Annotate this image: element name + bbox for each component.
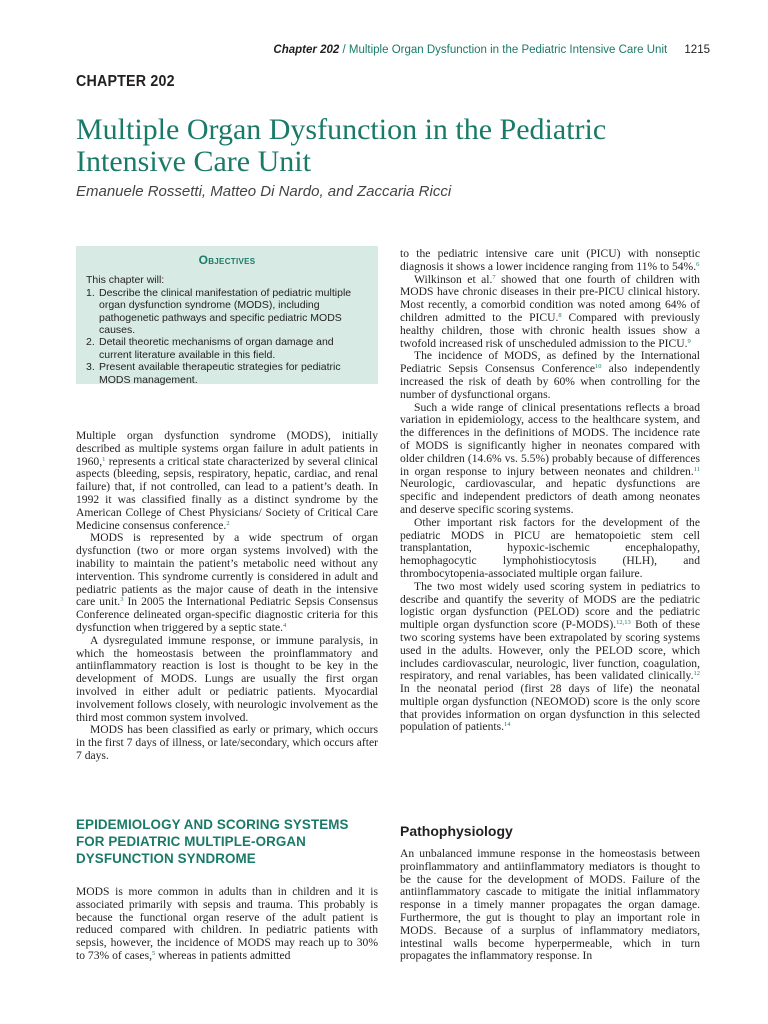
section-heading-pathophysiology: Pathophysiology [400, 823, 513, 839]
paragraph: An unbalanced immune response in the homeostasis between proinflammatory and antiinflammatory mediators is thought to be the cause for the development of MODS. Failure of the antiinflammatory cascade to mitigate the initial inflammatory response in a timely manner propagates the organ damage. Furthermore, the gut is thought to play an important role in MODS. Because of a surplus of inflammatory mediators, intestinal walls become hyperpermeable, which in turn propagates the inflammatory response. In [400, 847, 700, 963]
page-number: 1215 [684, 44, 710, 56]
citation[interactable]: 10 [595, 363, 602, 371]
objectives-box [76, 246, 378, 384]
paragraph [76, 532, 378, 634]
text-run: whereas in patients admitted [155, 948, 291, 962]
text-run: The incidence of MODS, as defined by the International Pediatric Sepsis Consensus Conference [400, 349, 700, 376]
text-run: In the neonatal period (first 28 days of life) the neonatal multiple organ dysfunction (NEOMOD) score is the only score that provides information on organ dysfunction in this selected population of patients. [400, 682, 700, 734]
paragraph [400, 274, 700, 351]
paragraph [400, 248, 700, 274]
text-run: represents a critical state characterized by several clinical aspects (bleeding, sepsis, respiratory, hepatic, cardiac, and renal failure) that, if not controlled, can lead to a patient’s death. In 1992 it was classified finally as a distinct syndrome by the American College of Chest Physicians/ Society of Critical Care Medicine consensus conference. [76, 454, 378, 532]
text-run: Multiple organ dysfunction syndrome (MODS), initially described as multiple systems organ failure in adult patients in 1960, [76, 429, 378, 468]
text-run: also independently increased the risk of death by 60% when controlling for the number of dysfunctional organs. [400, 362, 700, 401]
right-column-pathophysiology [400, 848, 700, 963]
citation[interactable]: 5 [151, 949, 156, 957]
paragraph [400, 402, 700, 517]
left-column-epidemiology [76, 886, 378, 963]
objective-item [86, 287, 368, 337]
citation[interactable]: 1 [102, 455, 106, 463]
paragraph [76, 430, 378, 532]
chapter-title: Multiple Organ Dysfunction in the Pediatric Intensive Care Unit [76, 113, 607, 178]
chapter-label: CHAPTER 202 [76, 73, 175, 90]
text-run: Compared with previously healthy children, those with chronic health issues show a twofold increased risk of unscheduled admission to the PICU. [400, 310, 700, 350]
citation[interactable]: 9 [687, 337, 691, 345]
objectives-list [86, 287, 368, 386]
running-head-separator: / [342, 44, 346, 56]
text-run: Neurologic, cardiovascular, and hepatic dysfunctions are specific and independent predictors of death among neonates and deserve specific scoring systems. [400, 477, 700, 516]
running-head [250, 44, 710, 56]
text-run: MODS is more common in adults than in children and it is associated primarily with sepsis and trauma. This probably is because the functional organ reserve of the adult patient is reduced compared with children. In pediatric patients with sepsis, however, the incidence of MODS may reach up to 30% to 73% of cases, [76, 885, 378, 962]
right-column-body [400, 248, 700, 734]
text-run: In 2005 the International Pediatric Sepsis Consensus Conference delineated organ-specific diagnostic criteria for this dysfunction when triggered by a septic state. [76, 595, 378, 634]
text-run: Wilkinson et al. [414, 272, 493, 286]
text-run: MODS is represented by a wide spectrum of organ dysfunction (two or more organ systems involved) with the inability to maintain the patient’s metabolic need without any intervention. This syndrome currently is considered in adult and pediatric patients as the major cause of death in the intensive care unit. [76, 531, 378, 609]
running-head-chapter: Chapter 202 [273, 44, 340, 56]
objective-item [86, 361, 368, 386]
section-heading-epidemiology: EPIDEMIOLOGY AND SCORING SYSTEMS FOR PEDIATRIC MULTIPLE-ORGAN DYSFUNCTION SYNDROME [76, 817, 349, 866]
paragraph [400, 350, 700, 401]
citation[interactable]: 8 [558, 311, 562, 319]
objective-item [86, 336, 368, 361]
citation[interactable]: 14 [504, 721, 511, 729]
citation[interactable]: 11 [693, 465, 700, 473]
paragraph [400, 581, 700, 735]
citation[interactable]: 4 [283, 621, 287, 629]
objective-text: Detail theoretic mechanisms of organ damage and current literature available in this field. [99, 336, 334, 361]
text-run: to the pediatric intensive care unit (PICU) with nonseptic diagnosis it shows a lower incidence ranging from 11% to 54%. [400, 247, 700, 273]
authors: Emanuele Rossetti, Matteo Di Nardo, and Zaccaria Ricci [76, 183, 452, 200]
text-run: The two most widely used scoring system in pediatrics to describe and quantify the severity of MODS are the pediatric logistic organ dysfunction (PELOD) score and the pediatric multiple organ dysfunction score (P-MODS). [400, 579, 700, 632]
citation[interactable]: 3 [120, 596, 124, 604]
citation[interactable]: 12 [693, 670, 700, 678]
text-run: Both of these two scoring systems have been extrapolated by scoring systems used in the adults. However, only the PELOD score, which includes cardiovascular, neurologic, liver function, coagulation, respiratory, and renal variables, has been validated clinically. [400, 618, 700, 683]
paragraph [76, 886, 378, 963]
citation[interactable]: 12,13 [616, 619, 631, 627]
objectives-title: Objectives [198, 253, 256, 267]
citation[interactable]: 7 [492, 273, 496, 281]
objectives-intro: This chapter will: [86, 274, 165, 287]
objective-text: Describe the clinical manifestation of pediatric multiple organ dysfunction syndrome (MODS), including pathogenetic pathways and specific pediatric MODS causes. [99, 286, 352, 337]
text-run: showed that one fourth of children with MODS have chronic diseases in their pre-PICU clinical history. Most recently, a comorbid condition was noted among 64% of children admitted to the PICU. [400, 272, 700, 324]
objective-number: 2. [86, 336, 95, 349]
left-column-body [76, 430, 378, 763]
paragraph: Other important risk factors for the development of the pediatric MODS in PICU are hematopoietic stem cell transplantation, hypoxic-ischemic encephalopathy, hemophagocytic lymphohistiocytosis (HLH), and thrombocytopenia-associated multiple organ failure. [400, 515, 700, 580]
objective-text: Present available therapeutic strategies for pediatric MODS management. [99, 361, 341, 386]
citation[interactable]: 2 [226, 519, 230, 527]
text-run: Such a wide range of clinical presentations reflects a broad variation in epidemiology, access to the healthcare system, and the differences in the definitions of MODS. The incidence rate of MODS is significantly higher in neonates compared with older children (14.6% vs. 5.5%) probably because of differences in organ response to injury between neonates and children. [400, 400, 700, 478]
paragraph: A dysregulated immune response, or immune paralysis, in which the homeostasis between the proinflammatory and antiinflammatory reaction is lost is thought to be key in the development of MODS. Lungs are usually the first organ involved in either adult or pediatric patients. Myocardial involvement follows closely, with neurologic involvement as the third most common system involved. [76, 633, 378, 724]
paragraph: MODS has been classified as early or primary, which occurs in the first 7 days of illness, or late/secondary, which occurs after 7 days. [76, 723, 378, 762]
citation[interactable]: 6 [696, 260, 700, 268]
objective-number: 1. [86, 286, 95, 299]
objective-number: 3. [86, 361, 95, 374]
running-head-title: Multiple Organ Dysfunction in the Pediatric Intensive Care Unit [348, 44, 668, 56]
